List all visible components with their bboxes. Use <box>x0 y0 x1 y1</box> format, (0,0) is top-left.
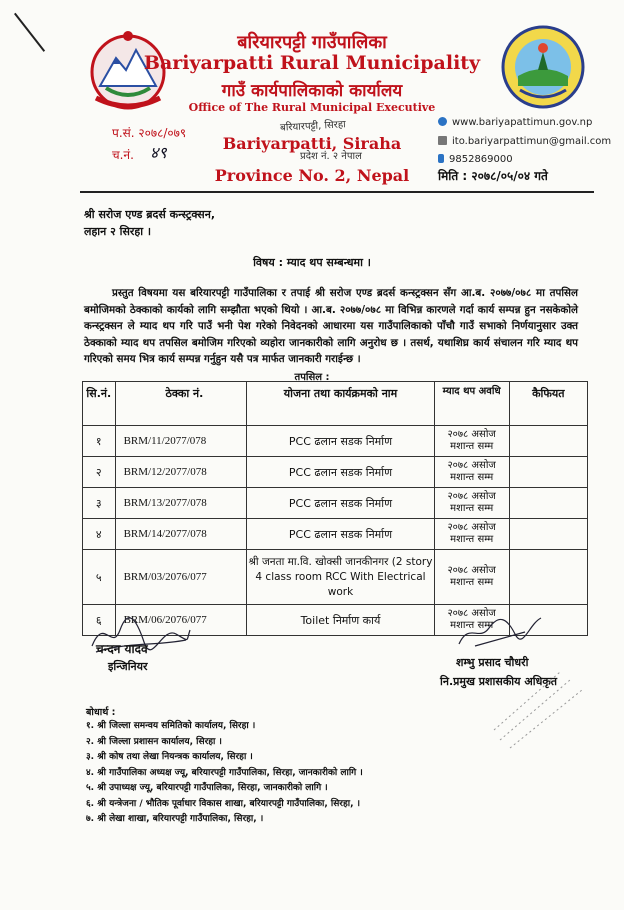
office-title-nepali: गाउँ कार्यपालिकाको कार्यालय <box>221 81 403 101</box>
cell-contract-no: BRM/14/2077/078 <box>115 519 247 550</box>
cell-sn: ४ <box>83 519 116 550</box>
table-header-row <box>83 382 588 426</box>
mail-icon <box>438 136 447 145</box>
cell-remarks <box>509 488 587 519</box>
phone-icon <box>438 154 444 163</box>
recipient-line-2: लहान २ सिरहा । <box>84 225 152 238</box>
cell-contract-no: BRM/03/2076/077 <box>115 550 247 605</box>
subject-line: विषय : म्याद थप सम्बन्धमा । <box>253 256 371 269</box>
cell-project: PCC ढलान सडक निर्माण <box>247 426 434 457</box>
engineer-title: इन्जिनियर <box>108 660 148 673</box>
cc-title: बोधार्थ : <box>86 707 116 718</box>
municipality-title-nepali: बरियारपट्टी गाउँपालिका <box>237 32 387 53</box>
table-row <box>83 457 588 488</box>
website-text: www.bariyapattimun.gov.np <box>452 117 593 128</box>
list-item: २. श्री जिल्ला प्रशासन कार्यालय, सिरहा । <box>86 736 222 747</box>
col-header-project: योजना तथा कार्यक्रमको नाम <box>247 382 434 426</box>
place-line: Bariyarpatti, Siraha <box>222 134 402 153</box>
municipality-title-english: Bariyarpatti Rural Municipality <box>143 52 481 74</box>
cell-sn: २ <box>83 457 116 488</box>
cell-extension: २०७८ असोज मशान्त सम्म <box>434 550 509 605</box>
cell-contract-no: BRM/13/2077/078 <box>115 488 247 519</box>
dispatch-number-label: च.नं. <box>112 148 134 162</box>
officer-title: नि.प्रमुख प्रशासकीय अधिकृत <box>440 675 558 688</box>
cell-contract-no: BRM/11/2077/078 <box>115 426 247 457</box>
schedule-label: तपसिल : <box>294 372 330 383</box>
cell-sn: ३ <box>83 488 116 519</box>
cell-extension: २०७८ असोज मशान्त सम्म <box>434 457 509 488</box>
cell-project: श्री जनता मा.वि. खोक्सी जानकीनगर (2 story 4 class room RCC With Electrical work <box>247 550 434 605</box>
letter-date: मिति : २०७८/०५/०४ गते <box>438 169 548 183</box>
cell-sn: ६ <box>83 605 116 636</box>
cell-remarks <box>509 426 587 457</box>
list-item: ३. श्री कोष तथा लेखा नियन्त्रक कार्यालय, सिरहा । <box>86 752 253 762</box>
header-divider <box>80 191 594 193</box>
table-row <box>83 488 588 519</box>
office-stamp-line-2: प्रदेश नं. २ नेपाल <box>300 151 362 162</box>
email-text: ito.bariyarpattimun@gmail.com <box>452 136 612 147</box>
phone-text: 9852869000 <box>449 154 513 165</box>
col-header-sn: सि.नं. <box>83 382 116 426</box>
province-line: Province No. 2, Nepal <box>214 166 410 185</box>
office-title-english: Office of The Rural Municipal Executive <box>188 101 436 114</box>
cell-extension: २०७८ असोज मशान्त सम्म <box>434 488 509 519</box>
website-line <box>438 117 592 128</box>
col-header-remarks: कैफियत <box>509 382 587 426</box>
rubber-stamp-icon <box>490 660 590 750</box>
recipient-line-1: श्री सरोज एण्ड ब्रदर्स कन्स्ट्रक्सन, <box>84 208 216 221</box>
letter-ref-number: प.सं. २०७८/०७९ <box>112 126 187 140</box>
office-stamp-line-1: बरियारपट्टी, सिरहा <box>279 119 347 134</box>
cell-sn: १ <box>83 426 116 457</box>
email-line <box>438 136 611 147</box>
cell-remarks <box>509 550 587 605</box>
dispatch-number-value: ४९ <box>150 143 167 162</box>
cell-sn: ५ <box>83 550 116 605</box>
cc-list <box>86 719 363 828</box>
officer-signature <box>455 612 545 652</box>
cell-contract-no: BRM/12/2077/078 <box>115 457 247 488</box>
cell-project: PCC ढलान सडक निर्माण <box>247 488 434 519</box>
cell-extension: २०७८ असोज मशान्त सम्म <box>434 605 509 636</box>
list-item: ७. श्री लेखा शाखा, बरियारपट्टी गाउँपालिका, सिरहा, । <box>86 814 264 824</box>
phone-line <box>438 154 513 165</box>
list-item: ४. श्री गाउँपालिका अध्यक्ष ज्यू, बरियारपट्टी गाउँपालिका, सिरहा, जानकारीको लागि । <box>86 767 363 778</box>
cell-project: PCC ढलान सडक निर्माण <box>247 457 434 488</box>
letter-body: प्रस्तुत विषयमा यस बरियारपट्टी गाउँपालिका र तपाई श्री सरोज एण्ड ब्रदर्स कन्स्ट्रक्सन सँग आ.ब. २०७७/०७८ मा तपसिल बमोजिमको ठेक्काको कार्यको लागि सम्झौता भएको थियो । आ.ब. २०७७/०७८ मा विभिन्न कारणले गर्दा कार्य सम्पन्न हुन नसकेकोले कन्स्ट्रक्सन ले म्याद थप गरि पाउँ भनी पेश गरेको निवेदनको आधारमा यस गाउँपालिकाको पाँचौ गाउँ सभाको निर्णयानुसार उक्त ठेक्काको म्याद थप तपसिल बमोजिम गरिएको व्यहोरा जानकारीको लागि अनुरोध छ । तसर्थ, यथाशिघ्र कार्य संचालन गरि म्याद थप गरिएको समय भित्र कार्य सम्पन्न गर्नुहुन यसै पत्र मार्फत जानकारी गराईन्छ । <box>84 287 578 365</box>
globe-icon <box>438 117 447 126</box>
engineer-name: चन्दन यादव <box>96 642 148 656</box>
table-row <box>83 550 588 605</box>
table-row <box>83 519 588 550</box>
table-row <box>83 426 588 457</box>
list-item: ५. श्री उपाध्यक्ष ज्यू, बरियारपट्टी गाउँपालिका, सिरहा, जानकारीको लागि । <box>86 783 328 793</box>
cell-contract-no: BRM/06/2076/077 <box>115 605 247 636</box>
list-item: ६. श्री यन्त्रेजना / भौतिक पूर्वाधार विकास शाखा, बरियारपट्टी गाउँपालिका, सिरहा, । <box>86 798 361 809</box>
contract-table <box>82 381 588 636</box>
cell-extension: २०७८ असोज मशान्त सम्म <box>434 426 509 457</box>
cell-project: PCC ढलान सडक निर्माण <box>247 519 434 550</box>
cell-remarks <box>509 457 587 488</box>
col-header-contract-no: ठेक्का नं. <box>115 382 247 426</box>
col-header-extension: म्याद थप अवधि <box>434 382 509 426</box>
list-item: १. श्री जिल्ला समन्वय समितिको कार्यालय, सिरहा । <box>86 721 256 731</box>
cell-remarks <box>509 519 587 550</box>
cell-extension: २०७८ असोज मशान्त सम्म <box>434 519 509 550</box>
officer-name: शम्भु प्रसाद चौधरी <box>456 656 529 669</box>
cell-project: Toilet निर्माण कार्य <box>247 605 434 636</box>
